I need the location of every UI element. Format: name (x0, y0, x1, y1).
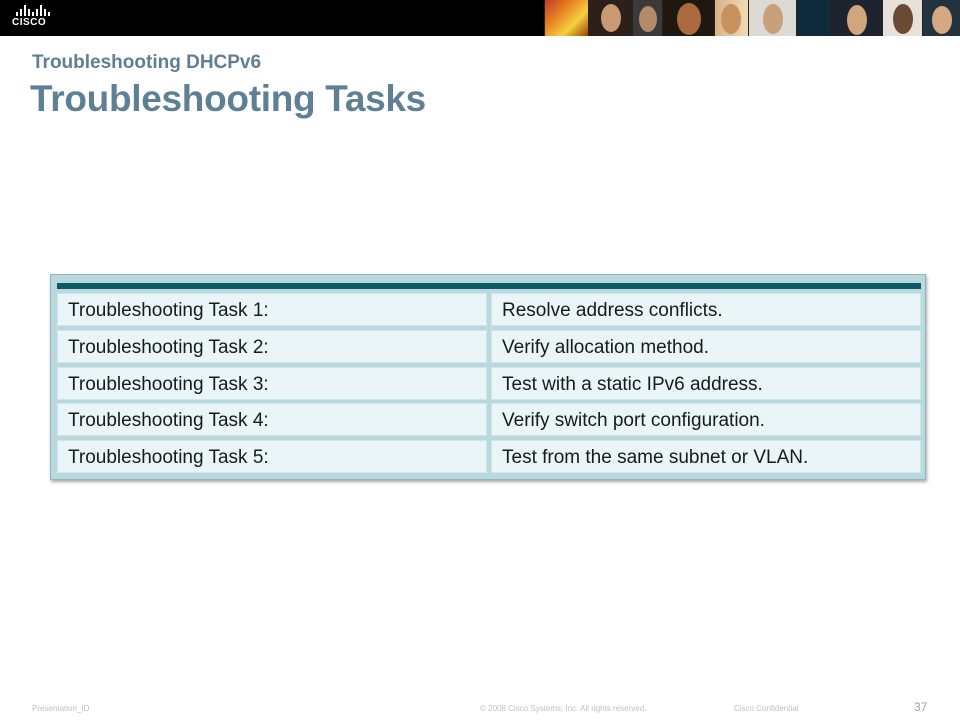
photo-tile-person (662, 0, 714, 36)
logo-text: CISCO (12, 17, 47, 28)
action-cell: Test from the same subnet or VLAN. (491, 440, 921, 473)
photo-tile-person (882, 0, 922, 36)
table-row (57, 440, 921, 473)
photo-strip (544, 0, 960, 36)
action-cell: Verify switch port configuration. (491, 403, 921, 436)
action-cell: Verify allocation method. (491, 330, 921, 363)
table-row (57, 293, 921, 326)
photo-tile-art (544, 0, 588, 36)
photo-tile-person (830, 0, 882, 36)
tasks-table (50, 274, 926, 480)
table-row (57, 403, 921, 436)
task-cell: Troubleshooting Task 3: (57, 367, 487, 400)
confidential-label: Cisco Confidential (734, 704, 799, 713)
slide-subtitle: Troubleshooting DHCPv6 (32, 52, 262, 73)
table-row (57, 330, 921, 363)
action-cell: Test with a static IPv6 address. (491, 367, 921, 400)
task-cell: Troubleshooting Task 5: (57, 440, 487, 473)
task-cell: Troubleshooting Task 4: (57, 403, 487, 436)
page-number: 37 (914, 700, 928, 714)
header-banner (0, 0, 960, 36)
action-cell: Resolve address conflicts. (491, 293, 921, 326)
photo-tile-person (588, 0, 632, 36)
photo-tile-person (632, 0, 662, 36)
task-cell: Troubleshooting Task 1: (57, 293, 487, 326)
photo-tile-person (748, 0, 796, 36)
cisco-bars-icon (16, 5, 60, 16)
cisco-logo (12, 5, 60, 31)
photo-tile-chalkboard (796, 0, 830, 36)
photo-tile-person (714, 0, 748, 36)
slide-title: Troubleshooting Tasks (30, 78, 426, 119)
photo-tile-person (922, 0, 960, 36)
table-row (57, 367, 921, 400)
copyright: © 2008 Cisco Systems, Inc. All rights reserved. (480, 704, 647, 713)
task-cell: Troubleshooting Task 2: (57, 330, 487, 363)
presentation-id: Presentation_ID (32, 704, 90, 713)
table-header-bar (57, 283, 921, 289)
